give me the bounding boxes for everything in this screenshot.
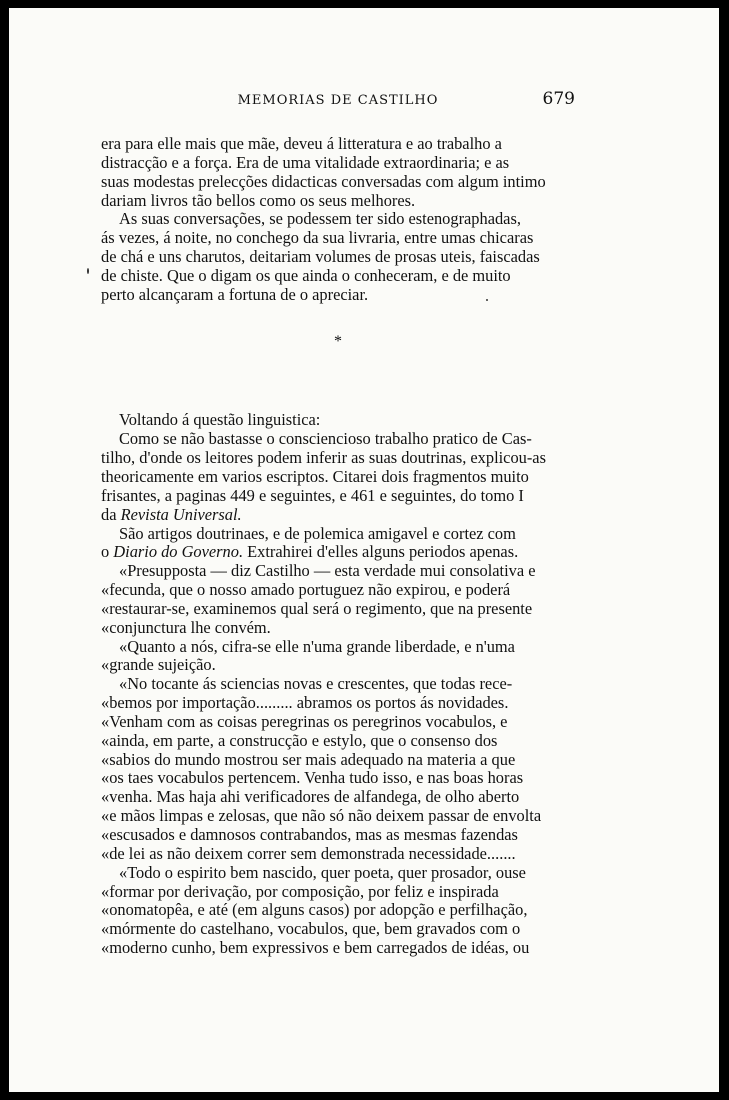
text-line: «venha. Mas haja ahi verificadores de alfandega, de olho aberto	[101, 788, 520, 807]
page-number: 679	[542, 89, 575, 109]
text-line: suas modestas prelecções didacticas conversadas com algum intimo	[101, 172, 546, 191]
text-line: «mórmente do castelhano, vocabulos, que, bem gravados com o	[101, 920, 521, 939]
paragraph-1	[101, 135, 575, 210]
page-header	[101, 89, 575, 113]
text-line: era para elle mais que mãe, deveu á litteratura e ao trabalho a	[101, 135, 502, 153]
text-line: «de lei as não deixem correr sem demonstrada necessidade.......	[101, 844, 516, 863]
text-line: Como se não bastasse o consciencioso trabalho pratico de Cas-	[119, 430, 532, 449]
text-line: «fecunda, que o nosso amado portuguez não expirou, e poderá	[101, 581, 511, 600]
text-line: «e mãos limpas e zelosas, que não só não deixem passar de envolta	[101, 807, 542, 826]
running-title: MEMORIAS DE CASTILHO	[237, 93, 439, 108]
section-separator: *	[334, 332, 342, 350]
quote-paragraph-3	[101, 675, 575, 863]
text-line: «onomatopêa, e até (em alguns casos) por adopção e perfilhação,	[101, 901, 528, 920]
text-line: de chiste. Que o digam os que ainda o conheceram, e de muito	[101, 266, 511, 285]
page-body	[101, 135, 575, 958]
text-line: «ainda, em parte, a construcção e estylo, que o consenso dos	[101, 731, 498, 750]
paragraph-5	[101, 525, 575, 563]
text-line: «restaurar-se, examinemos qual será o regimento, que na presente	[101, 599, 533, 618]
text-line: «Todo o espirito bem nascido, quer poeta, quer prosador, ouse	[119, 863, 526, 882]
text-line: perto alcançaram a fortuna de o apreciar.	[101, 285, 369, 304]
text-line	[101, 506, 575, 525]
text-line: «formar por derivação, por composição, por feliz e inspirada	[101, 882, 499, 901]
quote-paragraph-2	[101, 638, 575, 676]
text-line: «Venham com as coisas peregrinas os peregrinos vocabulos, e	[101, 712, 508, 731]
text-line: «Presupposta — diz Castilho — esta verdade mui consolativa e	[119, 562, 536, 581]
text-line: «sabios do mundo mostrou ser mais adequado na materia a que	[101, 750, 516, 769]
text-span: o	[101, 543, 114, 562]
scan-speck	[87, 268, 89, 274]
text-line: theoricamente em varios escriptos. Citarei dois fragmentos muito	[101, 467, 529, 486]
text-span: da	[101, 505, 121, 524]
text-line	[101, 543, 575, 562]
journal-title: Revista Universal.	[120, 505, 242, 524]
text-line: de chá e uns charutos, deitariam volumes de prosas uteis, faiscadas	[101, 248, 540, 267]
text-line: «conjunctura lhe convém.	[101, 618, 271, 637]
journal-title: Diario do Governo.	[113, 543, 244, 562]
text-line: «bemos por importação......... abramos os portos ás novidades.	[101, 694, 509, 713]
text-line: As suas conversações, se podessem ter sido estenographadas,	[119, 210, 521, 229]
paragraph-4	[101, 430, 575, 524]
paragraph-3: Voltando á questão linguistica:	[119, 411, 321, 430]
text-line: dariam livros tão bellos como os seus melhores.	[101, 191, 416, 210]
text-line: ás vezes, á noite, no conchego da sua livraria, entre umas chicaras	[101, 229, 534, 248]
text-line: distracção e a força. Era de uma vitalidade extraordinaria; e as	[101, 153, 510, 172]
text-line: «os taes vocabulos pertencem. Venha tudo isso, e nas boas horas	[101, 769, 524, 788]
text-span: Extrahirei d'elles alguns periodos apenas.	[243, 543, 519, 562]
text-line: «grande sujeição.	[101, 656, 216, 675]
text-line: «Quanto a nós, cifra-se elle n'uma grande liberdade, e n'uma	[119, 637, 515, 656]
text-line: tilho, d'onde os leitores podem inferir as suas doutrinas, explicou-as	[101, 449, 546, 468]
quote-paragraph-4	[101, 864, 575, 958]
text-line: frisantes, a paginas 449 e seguintes, e 461 e seguintes, do tomo I	[101, 486, 524, 505]
text-line: São artigos doutrinaes, e de polemica amigavel e cortez com	[119, 524, 516, 543]
text-line: «escusados e damnosos contrabandos, mas as mesmas fazendas	[101, 826, 518, 844]
paragraph-2	[101, 210, 575, 304]
scan-speck	[486, 299, 488, 301]
text-line: «No tocante ás sciencias novas e crescentes, que todas rece-	[119, 675, 513, 694]
text-line: «moderno cunho, bem expressivos e bem carregados de idéas, ou	[101, 939, 530, 958]
quote-paragraph-1	[101, 562, 575, 637]
